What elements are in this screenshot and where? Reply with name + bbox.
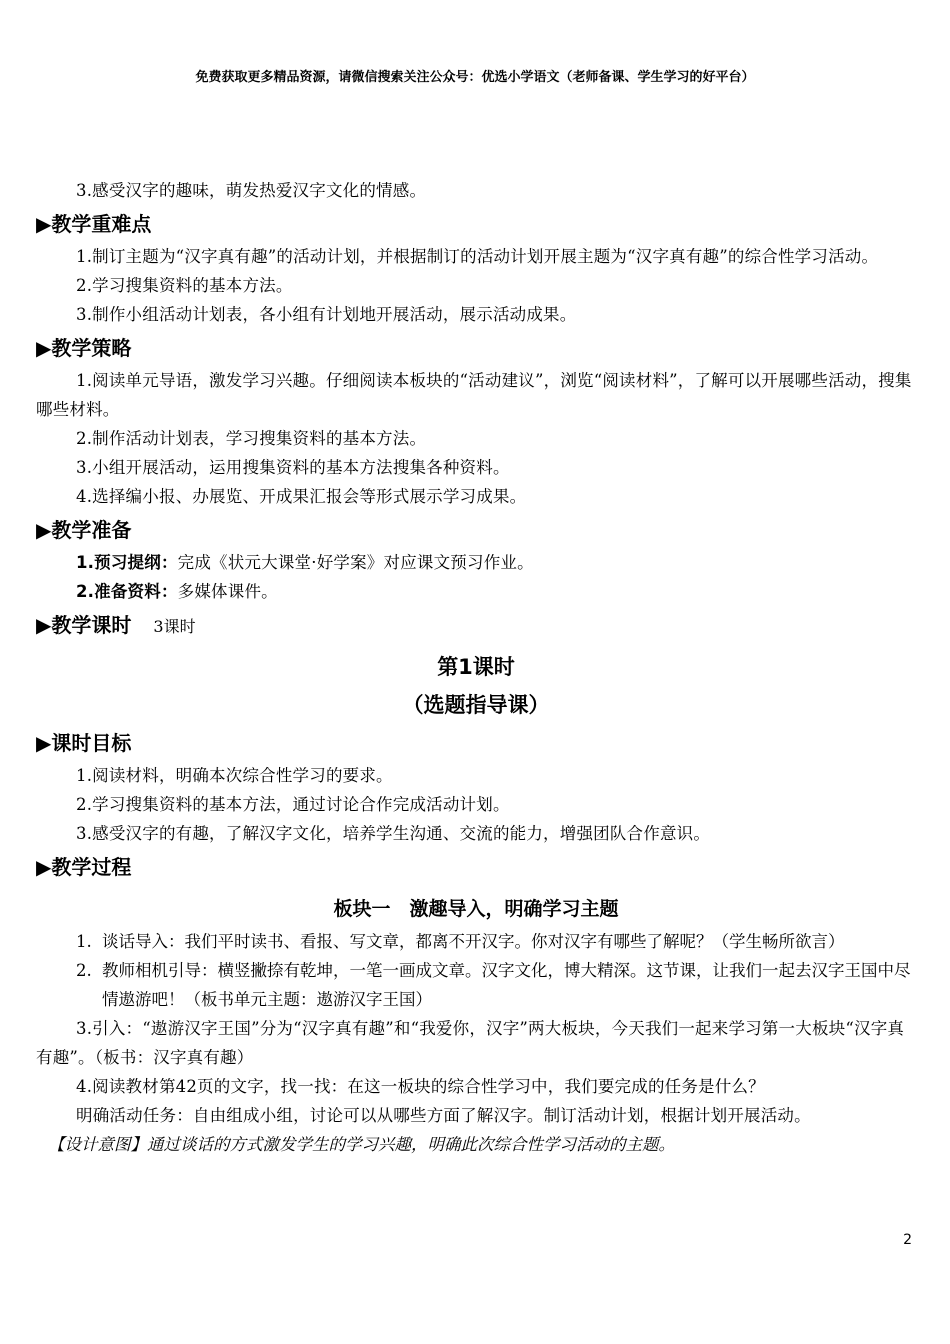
process-item-text: 教师相机引导：横竖撇捺有乾坤，一笔一画成文章。汉字文化，博大精深。这节课，让我们一起去汉字王国中尽情遨游吧！（板书单元主题：遨游汉字王国）	[102, 961, 911, 1009]
document-body	[36, 176, 916, 1160]
key-point-item: 2.学习搜集资料的基本方法。	[76, 276, 293, 295]
preparation-item	[36, 577, 916, 606]
goal-item-3: 3.感受汉字的趣味，萌发热爱汉字文化的情感。	[76, 181, 427, 200]
preparation-label: 2.准备资料：	[76, 582, 178, 601]
strategy-item: 1.阅读单元导语，激发学习兴趣。仔细阅读本板块的“活动建议”，浏览“阅读材料”，了解可以开展哪些活动，搜集哪些材料。	[36, 371, 912, 419]
activity-task: 明确活动任务：自由组成小组，讨论可以从哪些方面了解汉字。制订活动计划，根据计划开展活动。	[76, 1106, 811, 1125]
key-point-item: 1.制订主题为“汉字真有趣”的活动计划，并根据制订的活动计划开展主题为“汉字真有趣”的综合性学习活动。	[76, 247, 879, 266]
preparation-item	[36, 548, 916, 577]
objective-item: 3.感受汉字的有趣，了解汉字文化，培养学生沟通、交流的能力，增强团队合作意识。	[76, 824, 711, 843]
section-title-objectives: ▶课时目标	[36, 731, 132, 755]
process-item	[36, 927, 916, 956]
preparation-label: 1.预习提纲：	[76, 553, 178, 572]
objective-item: 2.学习搜集资料的基本方法，通过讨论合作完成活动计划。	[76, 795, 510, 814]
preparation-text: 完成《状元大课堂·好学案》对应课文预习作业。	[177, 553, 534, 572]
page-number: 2	[903, 1232, 912, 1248]
hours-value: 3课时	[153, 617, 196, 636]
process-item-number: 1.	[76, 932, 92, 951]
strategy-item: 3.小组开展活动，运用搜集资料的基本方法搜集各种资料。	[76, 458, 510, 477]
section-title-hours	[36, 608, 916, 644]
design-intent: 【设计意图】通过谈话的方式激发学生的学习兴趣，明确此次综合性学习活动的主题。	[48, 1135, 675, 1154]
process-item-4: 4.阅读教材第42页的文字，找一找：在这一板块的综合性学习中，我们要完成的任务是什么？	[76, 1077, 765, 1096]
lesson-subtitle: （选题指导课）	[402, 693, 550, 717]
section-title-process: ▶教学过程	[36, 855, 132, 879]
preparation-text: 多媒体课件。	[177, 582, 278, 601]
block-title: 板块一 激趣导入，明确学习主题	[333, 898, 619, 920]
strategy-item: 2.制作活动计划表，学习搜集资料的基本方法。	[76, 429, 427, 448]
process-item-text: 谈话导入：我们平时读书、看报、写文章，都离不开汉字。你对汉字有哪些了解呢？（学生畅所欲言）	[102, 932, 845, 951]
lesson-title: 第1课时	[437, 655, 515, 679]
process-item-number: 2.	[76, 961, 92, 980]
strategy-item: 4.选择编小报、办展览、开成果汇报会等形式展示学习成果。	[76, 487, 527, 506]
section-title-preparation: ▶教学准备	[36, 518, 132, 542]
process-item	[36, 956, 916, 1014]
section-title-strategy: ▶教学策略	[36, 336, 132, 360]
hours-title: ▶教学课时	[36, 613, 132, 637]
process-item-3: 3.引入：“遨游汉字王国”分为“汉字真有趣”和“我爱你，汉字”两大板块，今天我们一起来学习第一大板块“汉字真有趣”。（板书：汉字真有趣）	[36, 1019, 905, 1067]
key-point-item: 3.制作小组活动计划表，各小组有计划地开展活动，展示活动成果。	[76, 305, 577, 324]
objective-item: 1.阅读材料，明确本次综合性学习的要求。	[76, 766, 393, 785]
section-title-key-points: ▶教学重难点	[36, 212, 152, 236]
page-header: 免费获取更多精品资源，请微信搜索关注公众号：优选小学语文（老师备课、学生学习的好平台）	[195, 70, 755, 85]
